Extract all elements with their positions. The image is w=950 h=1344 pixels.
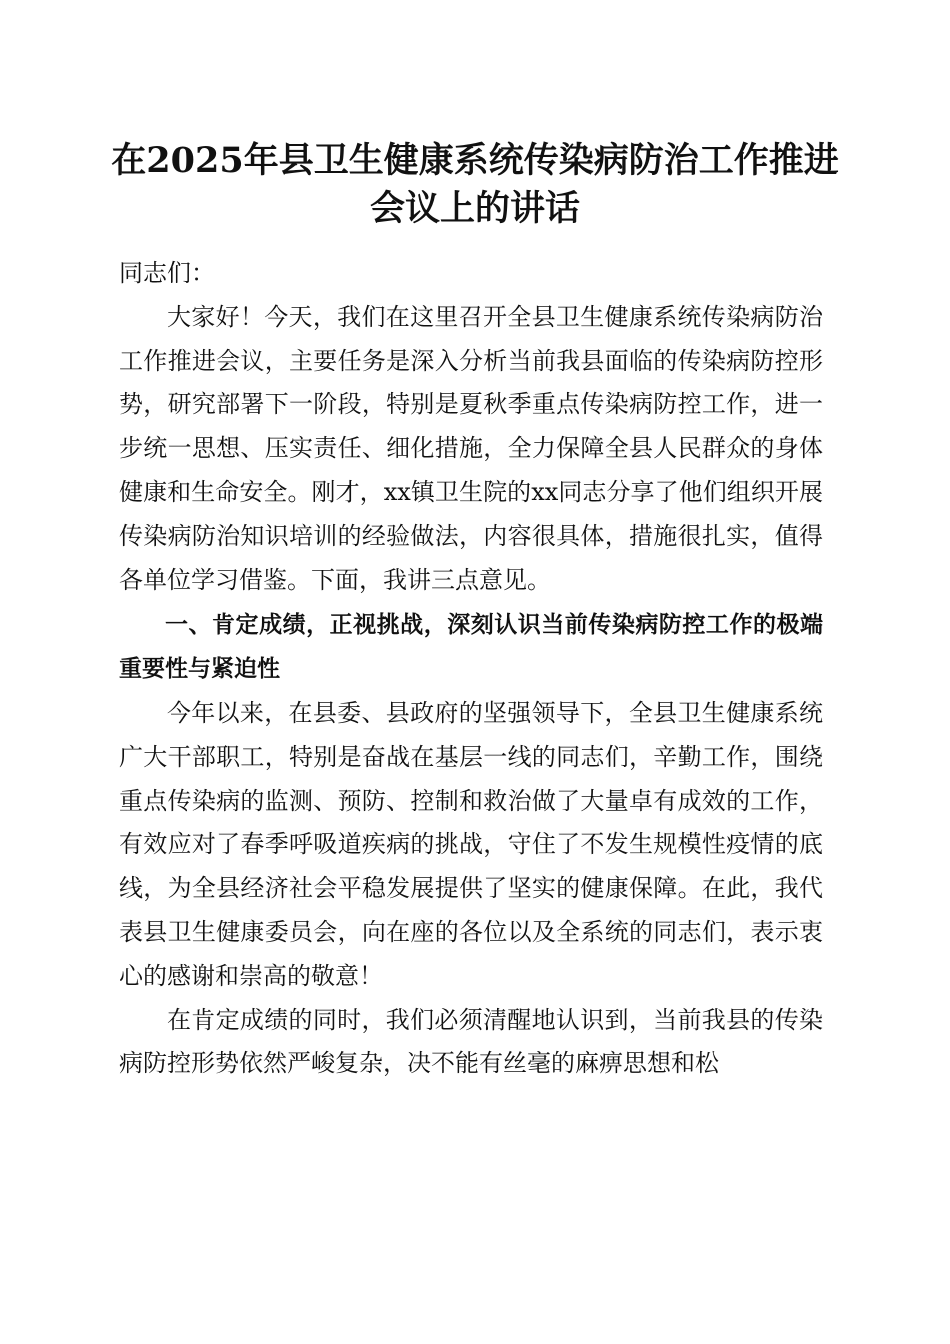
salutation: 同志们： [119, 259, 215, 287]
body-paragraph-challenges: 在肯定成绩的同时，我们必须清醒地认识到，当前我县的传染病防控形势依然严峻复杂，决不能有丝毫的麻痹思想和松 [119, 1005, 823, 1078]
body-paragraph-achievements: 今年以来，在县委、县政府的坚强领导下，全县卫生健康系统广大干部职工，特别是奋战在基层一线的同志们，辛勤工作，围绕重点传染病的监测、预防、控制和救治做了大量卓有成效的工作，有效应对了春季呼吸道疾病的挑战，守住了不发生规模性疫情的底线，为全县经济社会平稳发展提供了坚实的健康保障。在此，我代表县卫生健康委员会，向在座的各位以及全系统的同志们，表示衷心的感谢和崇高的敬意！ [119, 698, 823, 990]
body-paragraph-intro: 大家好！今天，我们在这里召开全县卫生健康系统传染病防治工作推进会议，主要任务是深入分析当前我县面临的传染病防控形势，研究部署下一阶段，特别是夏秋季重点传染病防控工作，进一步统一思想、压实责任、细化措施，全力保障全县人民群众的身体健康和生命安全。刚才，xx镇卫生院的xx同志分享了他们组织开展传染病防治知识培训的经验做法，内容很具体，措施很扎实，值得各单位学习借鉴。下面，我讲三点意见。 [119, 302, 823, 594]
document-body [119, 252, 823, 1086]
section-heading-one: 一、肯定成绩，正视挑战，深刻认识当前传染病防控工作的极端重要性与紧迫性 [119, 612, 823, 683]
document-title: 在2025年县卫生健康系统传染病防治工作推进会议上的讲话 [111, 140, 839, 229]
